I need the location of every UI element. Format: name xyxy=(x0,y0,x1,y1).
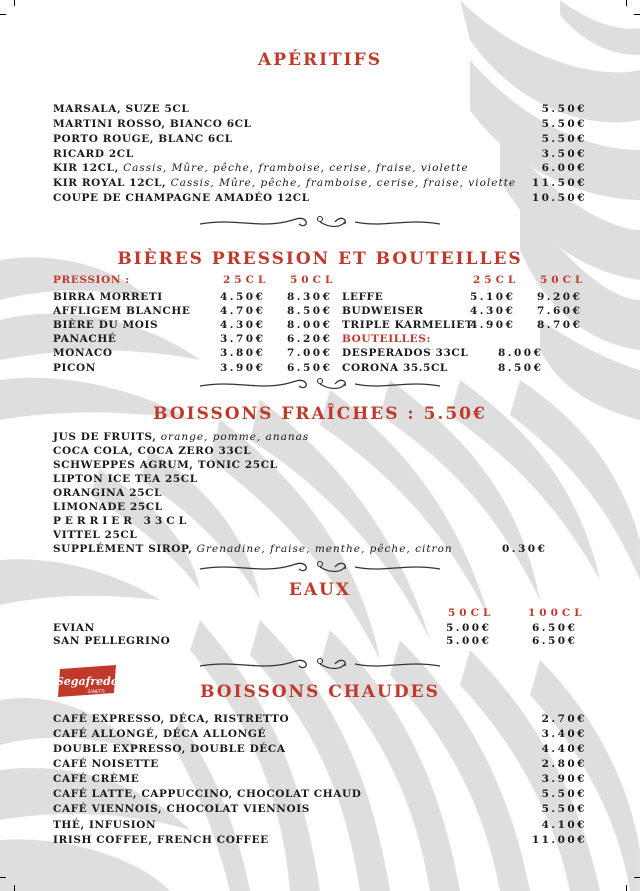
item-note: Cassis, Mûre, pêche, framboise, cerise, fraise, violette xyxy=(123,162,469,174)
item-note: orange, pomme, ananas xyxy=(160,431,310,443)
beer-price-50: 8.30€ xyxy=(287,291,333,303)
crop-mark xyxy=(0,877,6,878)
item-price: 11.00€ xyxy=(531,834,587,846)
water-price-100: 6.50€ xyxy=(532,622,578,634)
item-name: KIR ROYAL 12CL, Cassis, Mûre, pêche, framboise, cerise, fraise, violette xyxy=(53,177,517,189)
item-name: MARSALA, SUZE 5CL xyxy=(53,103,190,115)
item-price: 5.50€ xyxy=(541,803,587,815)
water-name: EVIAN xyxy=(53,622,95,634)
beer-price-25: 3.70€ xyxy=(220,333,266,345)
col-header-50cl: 50CL xyxy=(290,274,337,286)
item-name: DOUBLE EXPRESSO, DOUBLE DÉCA xyxy=(53,743,286,755)
pression-label: PRESSION : xyxy=(53,274,130,286)
item-note: Cassis, Mûre, pêche, framboise, cerise, fraise, violette xyxy=(170,177,517,189)
menu-item xyxy=(53,787,587,801)
item-name: COUPE DE CHAMPAGNE AMADÉO 12CL xyxy=(53,192,310,204)
ornament-divider xyxy=(195,374,445,394)
section-title-eaux: EAUX xyxy=(288,580,352,600)
col-header-50cl-right: 50CL xyxy=(540,274,587,286)
beer-price-25: 4.70€ xyxy=(220,305,266,317)
item-name: COCA COLA, COCA ZERO 33CL xyxy=(53,445,252,457)
beer-price-50: 8.50€ xyxy=(287,305,333,317)
item-name: KIR 12CL, Cassis, Mûre, pêche, framboise, cerise, fraise, violette xyxy=(53,162,469,174)
crop-mark xyxy=(634,877,640,878)
menu-item xyxy=(53,818,587,832)
section-title-bieres: BIÈRES PRESSION ET BOUTEILLES xyxy=(117,249,523,269)
menu-item xyxy=(53,444,587,458)
supplement-price: 0.30€ xyxy=(502,543,548,555)
menu-item xyxy=(53,500,587,514)
item-price: 2.80€ xyxy=(541,758,587,770)
menu-item xyxy=(53,472,587,486)
item-price: 3.90€ xyxy=(541,773,587,785)
water-name: SAN PELLEGRINO xyxy=(53,635,171,647)
item-name: LIPTON ICE TEA 25CL xyxy=(53,473,198,485)
item-price: 5.50€ xyxy=(541,118,587,130)
svg-text:Segafredo: Segafredo xyxy=(56,675,119,688)
beer-name: MONACO xyxy=(53,347,113,359)
ornament-divider xyxy=(195,654,445,674)
beer-price-50: 8.00€ xyxy=(287,319,333,331)
item-name: PERRIER 33CL xyxy=(53,515,190,527)
menu-item xyxy=(53,486,587,500)
beer-price-25: 4.50€ xyxy=(220,291,266,303)
item-name: CAFÉ ALLONGÉ, DÉCA ALLONGÉ xyxy=(53,728,267,740)
menu-item xyxy=(53,176,587,190)
item-name: CAFÉ NOISETTE xyxy=(53,758,159,770)
crop-mark xyxy=(0,14,6,15)
beer-name: BUDWEISER xyxy=(342,305,424,317)
beer-price-50: 7.60€ xyxy=(537,305,583,317)
menu-item xyxy=(53,772,587,786)
item-name: THÉ, INFUSION xyxy=(53,819,157,831)
beer-name: BIÈRE DU MOIS xyxy=(53,319,159,331)
item-price: 5.50€ xyxy=(541,133,587,145)
bottle-name: CORONA 35.5CL xyxy=(342,362,448,374)
beer-price-50: 9.20€ xyxy=(537,291,583,303)
beer-name: PANACHÉ xyxy=(53,333,117,345)
menu-item xyxy=(53,802,587,816)
section-title-chaudes: BOISSONS CHAUDES xyxy=(200,682,440,702)
ornament-divider xyxy=(195,557,445,577)
bottle-name: DESPERADOS 33CL xyxy=(342,347,469,359)
item-name: JUS DE FRUITS, orange, pomme, ananas xyxy=(53,431,310,443)
item-note: Grenadine, fraise, menthe, pêche, citron xyxy=(196,543,453,555)
item-name: IRISH COFFEE, FRENCH COFFEE xyxy=(53,834,269,846)
menu-item xyxy=(53,132,587,146)
menu-item xyxy=(53,458,587,472)
beer-price-25: 5.10€ xyxy=(470,291,516,303)
menu-item xyxy=(53,430,587,444)
col-header-100cl-eaux: 100CL xyxy=(528,607,586,619)
section-title-aperitifs: APÉRITIFS xyxy=(258,50,382,70)
menu-item xyxy=(53,117,587,131)
menu-item xyxy=(53,833,587,847)
item-price: 11.50€ xyxy=(531,177,587,189)
beer-name: TRIPLE KARMELIET xyxy=(342,319,474,331)
beer-price-25: 4.30€ xyxy=(220,319,266,331)
bottle-price: 8.50€ xyxy=(498,362,544,374)
beer-name: PICON xyxy=(53,362,96,374)
item-price: 4.40€ xyxy=(541,743,587,755)
svg-text:ZANETTI: ZANETTI xyxy=(87,689,105,694)
menu-item xyxy=(53,191,587,205)
item-price: 3.40€ xyxy=(541,728,587,740)
beer-price-25: 4.30€ xyxy=(470,305,516,317)
beer-price-25: 3.90€ xyxy=(220,362,266,374)
bottle-price: 8.00€ xyxy=(498,347,544,359)
water-price-50: 5.00€ xyxy=(446,635,492,647)
item-name: SCHWEPPES AGRUM, TONIC 25CL xyxy=(53,459,278,471)
item-name: SUPPLÉMENT SIROP, Grenadine, fraise, menthe, pêche, citron xyxy=(53,543,453,555)
menu-item xyxy=(53,742,587,756)
beer-name: BIRRA MORRETI xyxy=(53,291,163,303)
item-price: 5.50€ xyxy=(541,788,587,800)
item-name: CAFÉ CRÈME xyxy=(53,773,140,785)
beer-price-50: 6.20€ xyxy=(287,333,333,345)
beer-price-50: 7.00€ xyxy=(287,347,333,359)
beer-name: AFFLIGEM BLANCHE xyxy=(53,305,191,317)
item-name: LIMONADE 25CL xyxy=(53,501,163,513)
water-price-50: 5.00€ xyxy=(446,622,492,634)
item-name: CAFÉ LATTE, CAPPUCCINO, CHOCOLAT CHAUD xyxy=(53,788,362,800)
item-price: 5.50€ xyxy=(541,103,587,115)
crop-mark xyxy=(626,885,627,891)
bouteilles-label: BOUTEILLES: xyxy=(342,333,431,345)
item-price: 10.50€ xyxy=(531,192,587,204)
beer-price-25: 4.90€ xyxy=(470,319,516,331)
item-price: 3.50€ xyxy=(541,148,587,160)
item-name: ORANGINA 25CL xyxy=(53,487,163,499)
ornament-divider xyxy=(195,212,445,232)
item-name: RICARD 2CL xyxy=(53,148,134,160)
col-header-25cl: 25CL xyxy=(223,274,270,286)
col-header-50cl-eaux: 50CL xyxy=(448,607,495,619)
item-name: VITTEL 25CL xyxy=(53,529,138,541)
menu-item xyxy=(53,102,587,116)
menu-item xyxy=(53,727,587,741)
menu-item xyxy=(53,147,587,161)
crop-mark xyxy=(634,14,640,15)
beer-name: LEFFE xyxy=(342,291,384,303)
menu-item xyxy=(53,528,587,542)
beer-price-50: 6.50€ xyxy=(287,362,333,374)
item-name: CAFÉ EXPRESSO, DÉCA, RISTRETTO xyxy=(53,713,290,725)
item-name: PORTO ROUGE, BLANC 6CL xyxy=(53,133,233,145)
beer-price-25: 3.80€ xyxy=(220,347,266,359)
item-price: 4.10€ xyxy=(541,819,587,831)
menu-item xyxy=(53,161,587,175)
item-name: MARTINI ROSSO, BIANCO 6CL xyxy=(53,118,252,130)
water-price-100: 6.50€ xyxy=(532,635,578,647)
crop-mark xyxy=(626,0,627,6)
menu-item xyxy=(53,712,587,726)
section-title-fraiches: BOISSONS FRAÎCHES : 5.50€ xyxy=(153,404,487,424)
item-price: 6.00€ xyxy=(541,162,587,174)
crop-mark xyxy=(14,0,15,6)
item-name: CAFÉ VIENNOIS, CHOCOLAT VIENNOIS xyxy=(53,803,310,815)
beer-price-50: 8.70€ xyxy=(537,319,583,331)
crop-mark xyxy=(14,885,15,891)
col-header-25cl-right: 25CL xyxy=(473,274,520,286)
item-price: 2.70€ xyxy=(541,713,587,725)
menu-item xyxy=(53,757,587,771)
menu-item xyxy=(53,514,587,528)
